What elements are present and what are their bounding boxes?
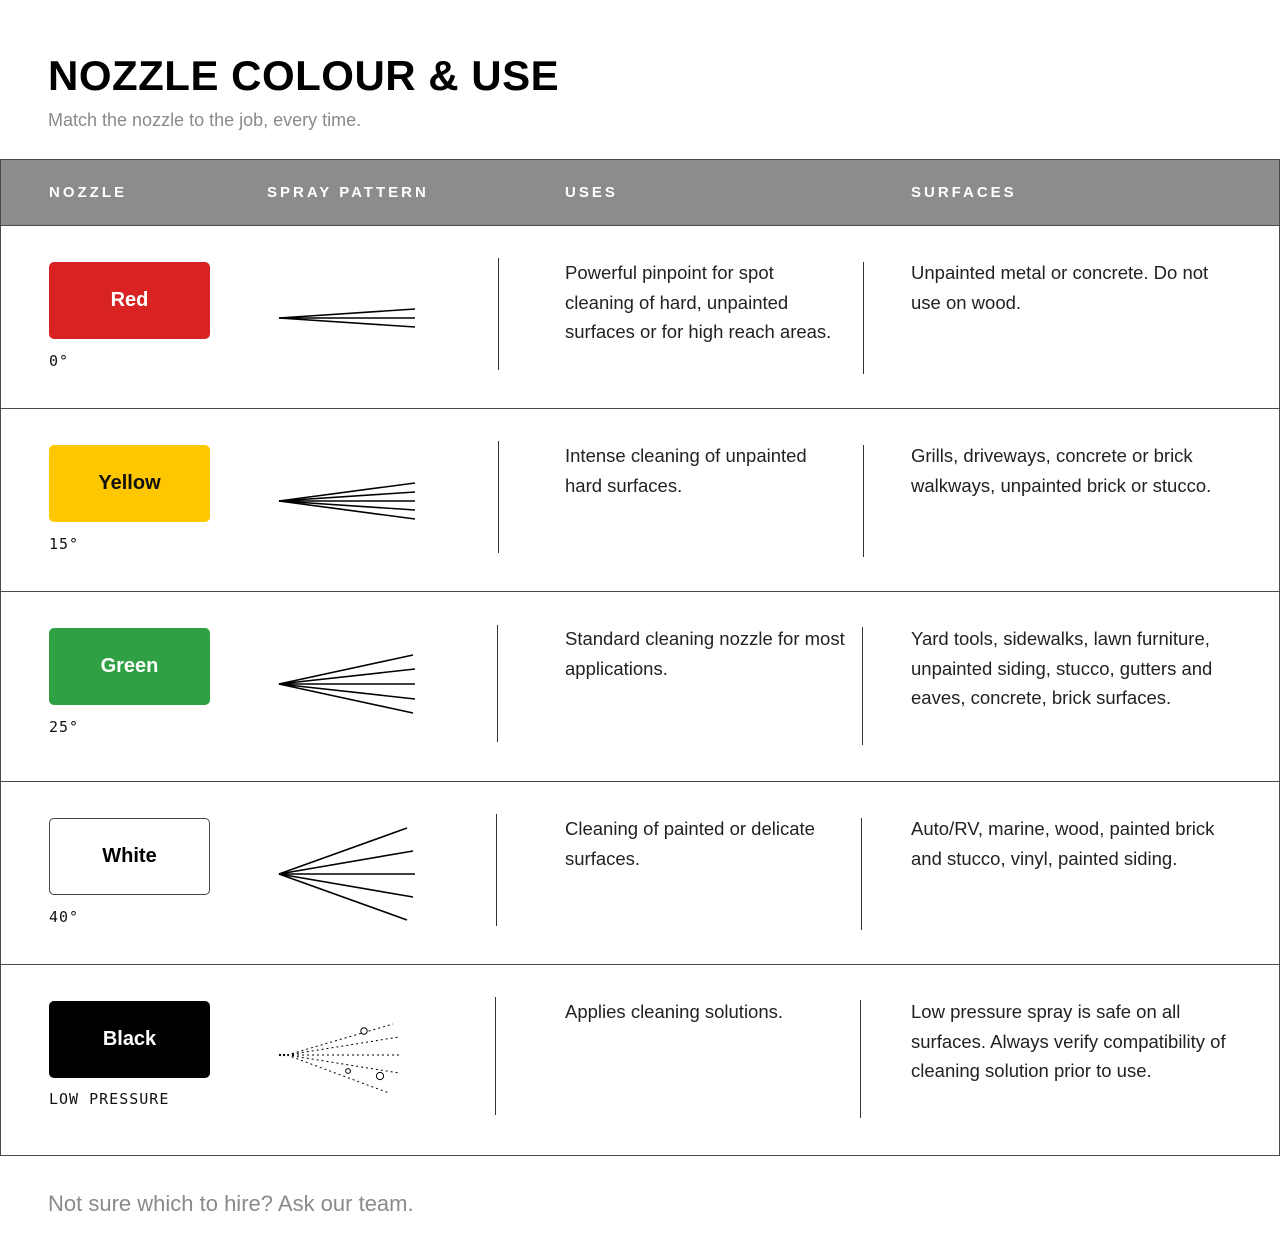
- surfaces-text: Yard tools, sidewalks, lawn furniture, unpainted siding, stucco, gutters and eaves, concrete, brick surfaces.: [911, 628, 1213, 709]
- column-header-surfaces: SURFACES: [911, 184, 1017, 201]
- column-header-spray-pattern: SPRAY PATTERN: [267, 184, 429, 201]
- page-subtitle: Match the nozzle to the job, every time.: [48, 110, 362, 130]
- nozzle-angle: 40°: [49, 908, 80, 926]
- nozzle-chip-red: Red: [49, 262, 210, 339]
- surfaces-text: Grills, driveways, concrete or brick walkways, unpainted brick or stucco.: [911, 445, 1212, 496]
- column-divider: [498, 441, 499, 553]
- surfaces-text: Low pressure spray is safe on all surfaces. Always verify compatibility of cleaning solution prior to use.: [911, 1001, 1226, 1082]
- column-divider: [863, 262, 864, 374]
- page-title: NOZZLE COLOUR & USE: [48, 52, 560, 99]
- column-header-uses: USES: [565, 184, 618, 201]
- nozzle-chip-green: Green: [49, 628, 210, 705]
- uses-text: Powerful pinpoint for spot cleaning of hard, unpainted surfaces or for high reach areas.: [565, 262, 832, 343]
- table-row-black: [1, 965, 1279, 1155]
- spray-pattern-25-degree-icon: [273, 634, 423, 734]
- nozzle-angle: 15°: [49, 535, 80, 553]
- uses-text: Standard cleaning nozzle for most applications.: [565, 628, 845, 679]
- column-divider: [497, 625, 498, 742]
- nozzle-chip-black: Black: [49, 1001, 210, 1078]
- table-row-yellow: [1, 409, 1279, 592]
- nozzle-angle: 0°: [49, 352, 70, 370]
- table-row-red: [1, 226, 1279, 409]
- spray-pattern-0-degree-icon: [273, 268, 423, 368]
- column-divider: [496, 814, 497, 926]
- spray-pattern-low-pressure-icon: [273, 1005, 423, 1105]
- column-divider: [861, 818, 862, 930]
- spray-pattern-15-degree-icon: [273, 451, 423, 551]
- nozzle-table: [0, 159, 1280, 1156]
- column-header-nozzle: NOZZLE: [49, 184, 127, 201]
- spray-pattern-40-degree-icon: [273, 824, 423, 924]
- footer-note: Not sure which to hire? Ask our team.: [48, 1191, 414, 1216]
- nozzle-angle: 25°: [49, 718, 80, 736]
- column-divider: [498, 258, 499, 370]
- uses-text: Applies cleaning solutions.: [565, 1001, 784, 1022]
- uses-text: Cleaning of painted or delicate surfaces.: [565, 818, 815, 869]
- nozzle-chip-white: White: [49, 818, 210, 895]
- table-row-green: [1, 592, 1279, 782]
- table-row-white: [1, 782, 1279, 965]
- uses-text: Intense cleaning of unpainted hard surfaces.: [565, 445, 807, 496]
- column-divider: [860, 1000, 861, 1118]
- column-divider: [862, 627, 863, 745]
- column-divider: [863, 445, 864, 557]
- table-header: [1, 160, 1279, 226]
- surfaces-text: Unpainted metal or concrete. Do not use on wood.: [911, 262, 1209, 313]
- nozzle-angle: LOW PRESSURE: [49, 1090, 170, 1108]
- column-divider: [495, 997, 496, 1115]
- surfaces-text: Auto/RV, marine, wood, painted brick and stucco, vinyl, painted siding.: [911, 818, 1215, 869]
- nozzle-chip-yellow: Yellow: [49, 445, 210, 522]
